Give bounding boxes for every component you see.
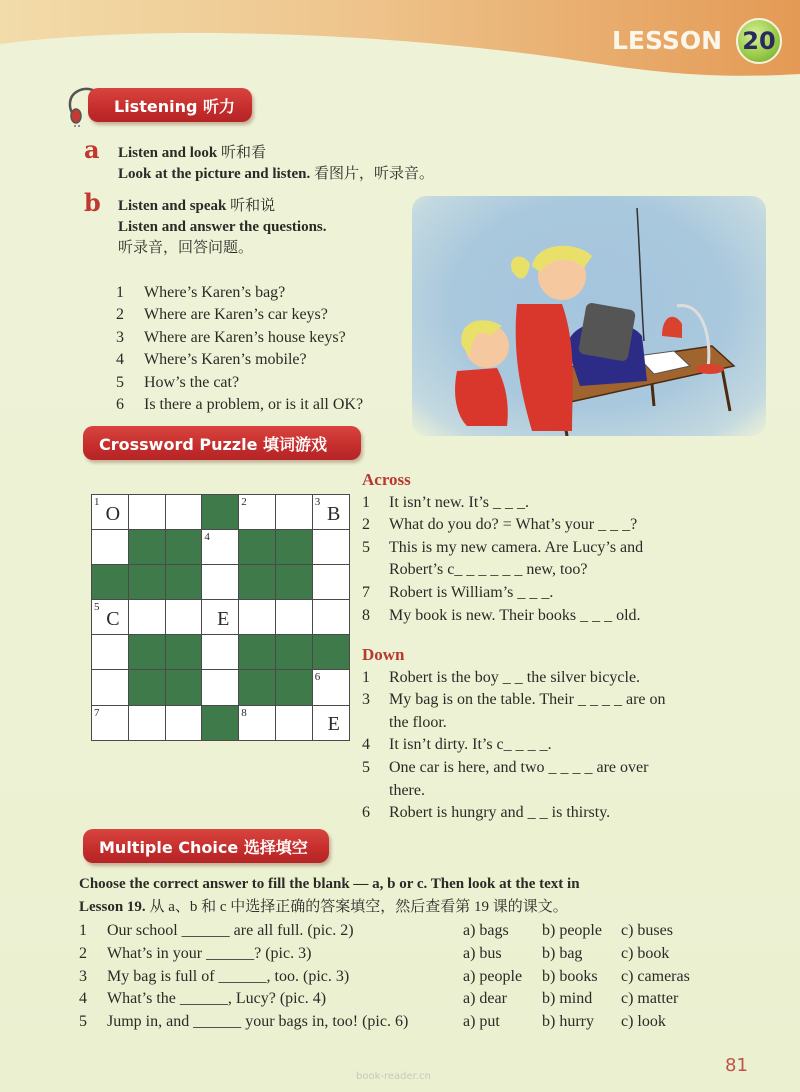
instruction-line-1: Choose the correct answer to fill the blank — a, b or c. Then look at the text in	[79, 876, 580, 892]
question-number: 2	[116, 306, 124, 324]
crossword-block	[276, 530, 312, 564]
crossword-cell[interactable]	[202, 530, 238, 564]
clue-text: It isn’t dirty. It’s c_ _ _ _.	[389, 736, 552, 754]
mc-option-b: b) books	[542, 967, 598, 985]
clue-item	[362, 492, 742, 515]
crossword-cell[interactable]	[92, 530, 128, 564]
instruction-line-2: Lesson 19.	[79, 899, 146, 915]
clue-number: 1	[362, 493, 370, 511]
clue-text: What do you do? = What’s your _ _ _?	[389, 516, 638, 534]
clue-text: It isn’t new. It’s _ _ _.	[389, 493, 529, 511]
crossword-block	[239, 635, 275, 669]
crossword-cell[interactable]	[239, 706, 275, 740]
cell-number: 4	[204, 531, 210, 544]
clue-item	[362, 537, 742, 560]
question-text: Where are Karen’s car keys?	[144, 306, 328, 324]
mc-number: 3	[79, 967, 87, 985]
clue-number: 8	[362, 606, 370, 624]
crossword-cell[interactable]	[239, 495, 275, 529]
instruction-cn: 从 a、b 和 c 中选择正确的答案填空，然后查看第 19 课的课文。	[149, 899, 568, 915]
crossword-cell[interactable]	[166, 495, 202, 529]
question-number: 5	[116, 373, 124, 391]
across-heading: Across	[362, 470, 411, 489]
crossword-cell[interactable]	[313, 530, 349, 564]
crossword-cell[interactable]	[202, 600, 238, 634]
task-a-title-cn: 听和看	[220, 145, 266, 161]
crossword-cell[interactable]	[166, 706, 202, 740]
clue-text: Robert is William’s _ _ _.	[389, 583, 554, 601]
down-clues	[362, 644, 742, 825]
task-letter-b: b	[84, 188, 101, 217]
cell-number: 3	[314, 496, 321, 508]
question-number: 3	[116, 328, 124, 346]
question-number: 4	[116, 351, 124, 369]
clue-text: One car is here, and two _ _ _ _ are over	[389, 758, 649, 776]
crossword-block	[129, 530, 165, 564]
crossword-cell[interactable]	[202, 670, 238, 704]
crossword-block	[276, 635, 312, 669]
mc-option-a: a) bags	[463, 922, 509, 939]
question-text: Where’s Karen’s mobile?	[144, 351, 307, 369]
question-text: How’s the cat?	[144, 373, 240, 391]
lesson-illustration	[412, 196, 766, 436]
task-b-title: Listen and speak	[118, 198, 227, 214]
mc-stem: Our school ______ are all full. (pic. 2)	[107, 922, 354, 939]
watermark: book-reader.cn	[356, 1071, 431, 1082]
crossword-grid	[91, 494, 350, 741]
cell-number: 2	[241, 496, 247, 508]
cell-number: 1	[94, 496, 100, 508]
down-heading: Down	[362, 645, 405, 664]
clue-item	[362, 582, 742, 605]
crossword-cell[interactable]	[202, 635, 238, 669]
cell-letter: E	[217, 607, 230, 630]
question-text: Where’s Karen’s bag?	[144, 284, 286, 301]
question-item	[116, 349, 363, 371]
mc-option-b: b) hurry	[542, 1013, 594, 1031]
clue-item	[362, 802, 742, 825]
clue-item	[362, 559, 742, 582]
crossword-cell[interactable]	[276, 706, 312, 740]
crossword-cell[interactable]	[313, 670, 349, 704]
clue-text: Robert is hungry and _ _ is thirsty.	[389, 804, 611, 822]
question-item	[116, 394, 363, 416]
cell-number: 7	[94, 706, 100, 719]
question-number: 6	[116, 396, 124, 414]
crossword-block	[276, 670, 312, 704]
mc-option-a: a) dear	[463, 990, 507, 1008]
crossword-cell[interactable]	[129, 600, 165, 634]
clue-number: 6	[362, 804, 370, 822]
crossword-block	[276, 565, 312, 599]
task-b-instruction-cn: 听录音，回答问题。	[118, 240, 254, 256]
crossword-block	[239, 670, 275, 704]
crossword-cell[interactable]	[92, 670, 128, 704]
question-item	[116, 282, 363, 304]
task-b-title-cn: 听和说	[230, 198, 276, 214]
question-text: Where are Karen’s house keys?	[144, 328, 346, 346]
mc-option-b: b) bag	[542, 944, 583, 962]
crossword-cell[interactable]	[92, 706, 128, 740]
mc-option-c: c) book	[621, 944, 670, 962]
cell-number: 5	[94, 601, 100, 614]
cell-number: 6	[314, 671, 321, 684]
mc-item	[79, 988, 729, 1011]
mc-option-c: c) look	[621, 1013, 666, 1031]
mc-item	[79, 966, 729, 989]
question-item	[116, 327, 363, 349]
cell-letter: E	[327, 713, 340, 736]
mc-stem: What’s the ______, Lucy? (pic. 4)	[107, 990, 327, 1008]
crossword-block	[202, 495, 238, 529]
clue-number: 5	[362, 758, 370, 776]
mc-stem: What’s in your ______? (pic. 3)	[107, 944, 312, 962]
cell-number: 8	[241, 706, 247, 719]
clue-item	[362, 734, 742, 757]
listening-questions	[116, 282, 363, 416]
across-clues	[362, 469, 742, 627]
crossword-cell[interactable]	[313, 706, 349, 740]
crossword-cell[interactable]	[313, 600, 349, 634]
mc-option-b: b) mind	[542, 990, 593, 1008]
clue-number	[362, 559, 389, 582]
crossword-block	[202, 706, 238, 740]
question-item	[116, 372, 363, 394]
question-number: 1	[116, 284, 124, 301]
question-text: Is there a problem, or is it all OK?	[144, 396, 364, 414]
task-a-instruction-cn: 看图片，听录音。	[314, 166, 435, 182]
clue-text: Robert is the boy _ _ the silver bicycle.	[389, 668, 641, 686]
mc-option-a: a) people	[463, 967, 523, 985]
task-letter-a: a	[84, 135, 100, 164]
crossword-section-header: Crossword Puzzle 填词游戏	[83, 426, 361, 460]
page-number: 81	[725, 1055, 748, 1076]
clue-number: 1	[362, 668, 370, 686]
crossword-block	[129, 635, 165, 669]
mc-option-c: c) cameras	[621, 967, 690, 985]
clue-item	[362, 689, 742, 712]
clue-number: 3	[362, 691, 370, 709]
lesson-label: LESSON	[612, 26, 723, 55]
mc-option-b: b) people	[542, 922, 602, 939]
multiple-choice-instructions	[79, 873, 729, 919]
crossword-block	[129, 565, 165, 599]
clue-item	[362, 780, 742, 803]
clue-item	[362, 757, 742, 780]
crossword-block	[239, 565, 275, 599]
clue-number	[362, 712, 389, 735]
crossword-block	[239, 530, 275, 564]
clue-number: 7	[362, 583, 370, 601]
clue-item	[362, 605, 742, 628]
clue-text: the floor.	[389, 713, 447, 731]
mc-option-c: c) matter	[621, 990, 679, 1008]
mc-stem: Jump in, and ______ your bags in, too! (pic. 6)	[107, 1013, 409, 1031]
crossword-cell[interactable]	[202, 565, 238, 599]
clue-number: 4	[362, 736, 370, 754]
task-b	[84, 188, 327, 259]
mc-item	[79, 1011, 729, 1034]
clue-item	[362, 712, 742, 735]
mc-item	[79, 920, 729, 943]
mc-option-a: a) put	[463, 1013, 500, 1031]
clue-number: 2	[362, 516, 370, 534]
cell-letter: C	[106, 607, 120, 630]
clue-number	[362, 780, 389, 803]
crossword-block	[129, 670, 165, 704]
listening-section-header: Listening 听力	[88, 88, 252, 122]
crossword-cell[interactable]	[92, 600, 128, 634]
clue-text: there.	[389, 781, 425, 799]
mc-option-c: c) buses	[621, 922, 673, 939]
cell-letter: B	[327, 502, 341, 525]
mc-option-a: a) bus	[463, 944, 502, 962]
clue-item	[362, 667, 742, 690]
crossword-block	[166, 565, 202, 599]
crossword-block	[166, 670, 202, 704]
mc-stem: My bag is full of ______, too. (pic. 3)	[107, 967, 350, 985]
task-a-title: Listen and look	[118, 145, 218, 161]
clue-item	[362, 514, 742, 537]
task-a	[84, 135, 435, 185]
crossword-cell[interactable]	[92, 635, 128, 669]
multiple-choice-section-header: Multiple Choice 选择填空	[83, 829, 329, 863]
clue-text: My book is new. Their books _ _ _ old.	[389, 606, 641, 624]
mc-number: 1	[79, 922, 87, 939]
clue-text: This is my new camera. Are Lucy’s and	[389, 538, 644, 556]
mc-number: 4	[79, 990, 87, 1008]
crossword-block	[313, 635, 349, 669]
crossword-cell[interactable]	[92, 495, 128, 529]
crossword-cell[interactable]	[313, 565, 349, 599]
lesson-number-badge: 20	[736, 18, 782, 64]
crossword-cell[interactable]	[313, 495, 349, 529]
crossword-block	[92, 565, 128, 599]
crossword-cell[interactable]	[129, 495, 165, 529]
cell-letter: O	[105, 502, 121, 525]
crossword-cell[interactable]	[166, 600, 202, 634]
crossword-cell[interactable]	[239, 600, 275, 634]
multiple-choice-list	[79, 920, 729, 1034]
mc-number: 2	[79, 944, 87, 962]
crossword-cell[interactable]	[129, 706, 165, 740]
question-item	[116, 304, 363, 326]
mc-number: 5	[79, 1013, 87, 1031]
mc-item	[79, 943, 729, 966]
crossword-block	[166, 530, 202, 564]
crossword-cell[interactable]	[276, 600, 312, 634]
clue-number: 5	[362, 538, 370, 556]
task-b-instruction: Listen and answer the questions.	[118, 219, 327, 235]
crossword-cell[interactable]	[276, 495, 312, 529]
clue-text: Robert’s c_ _ _ _ _ _ new, too?	[389, 561, 588, 579]
clue-text: My bag is on the table. Their _ _ _ _ are on	[389, 691, 666, 709]
crossword-block	[166, 635, 202, 669]
illustration-drawing	[412, 196, 766, 436]
task-a-instruction: Look at the picture and listen.	[118, 166, 311, 182]
